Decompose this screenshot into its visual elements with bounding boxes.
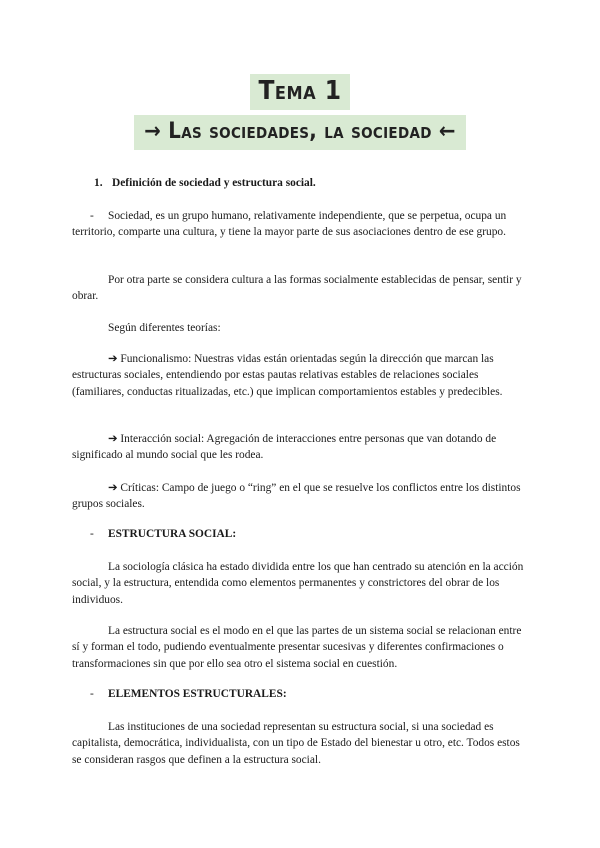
paragraph-sociologia: La sociología clásica ha estado dividida entre los que han centrado su atención en la acción social, y la estructura, entendida como elementos permanentes y constrictores del obrar de los individuos. — [72, 561, 524, 606]
paragraph-criticas: ➔ Críticas: Campo de juego o “ring” en el que se resuelve los conflictos entre los distintos grupos sociales. — [72, 482, 521, 511]
list-dash: - — [90, 688, 94, 700]
paragraph-cultura: Por otra parte se considera cultura a las formas socialmente establecidas de pensar, sentir y obrar. — [72, 274, 522, 303]
heading-elementos-estructurales: ELEMENTOS ESTRUCTURALES: — [108, 688, 287, 700]
subtitle-block — [0, 115, 600, 150]
paragraph-funcionalismo: ➔ Funcionalismo: Nuestras vidas están orientadas según la dirección que marcan las estructuras sociales, entendiendo por estas pautas relativas estables de relaciones sociales (familiares, conductas ritualizadas, etc.) que implican comportamientos estables y predecibles. — [72, 353, 503, 398]
paragraph-interaccion: ➔ Interacción social: Agregación de interacciones entre personas que van dotando de significado al mundo social que les rodea. — [72, 433, 497, 462]
list-dash: - — [90, 210, 94, 222]
title-block — [0, 74, 600, 110]
page-subtitle: → Las sociedades, la sociedad ← — [134, 115, 466, 150]
paragraph-sociedad — [72, 208, 530, 241]
paragraph-instituciones: Las instituciones de una sociedad representan su estructura social, si una sociedad es capitalista, democrática, individualista, con un tipo de Estado del bienestar u otro, etc. Todos estos se consideran rasgos que definen a la estructura social. — [72, 721, 520, 766]
heading-estructura-social: ESTRUCTURA SOCIAL: — [108, 528, 237, 540]
section-number: 1. — [94, 177, 103, 189]
section-heading-1 — [94, 175, 552, 191]
paragraph-text: Sociedad, es un grupo humano, relativamente independiente, que se perpetua, ocupa un territorio, comparte una cultura, y tiene la mayor parte de sus asociaciones dentro de ese grupo. — [72, 210, 507, 239]
page-title: Tema 1 — [250, 74, 349, 110]
paragraph-estructura: La estructura social es el modo en el que las partes de un sistema social se relacionan entre sí y forman el todo, pudiendo eventualmente presentar sucesivas y diferentes confirmaciones o transformaciones sin que por ello sea otro el sistema social en cuestión. — [72, 625, 522, 670]
paragraph-teorias: Según diferentes teorías: — [108, 322, 221, 334]
list-dash: - — [90, 528, 94, 540]
section-title: Definición de sociedad y estructura social. — [112, 177, 316, 189]
